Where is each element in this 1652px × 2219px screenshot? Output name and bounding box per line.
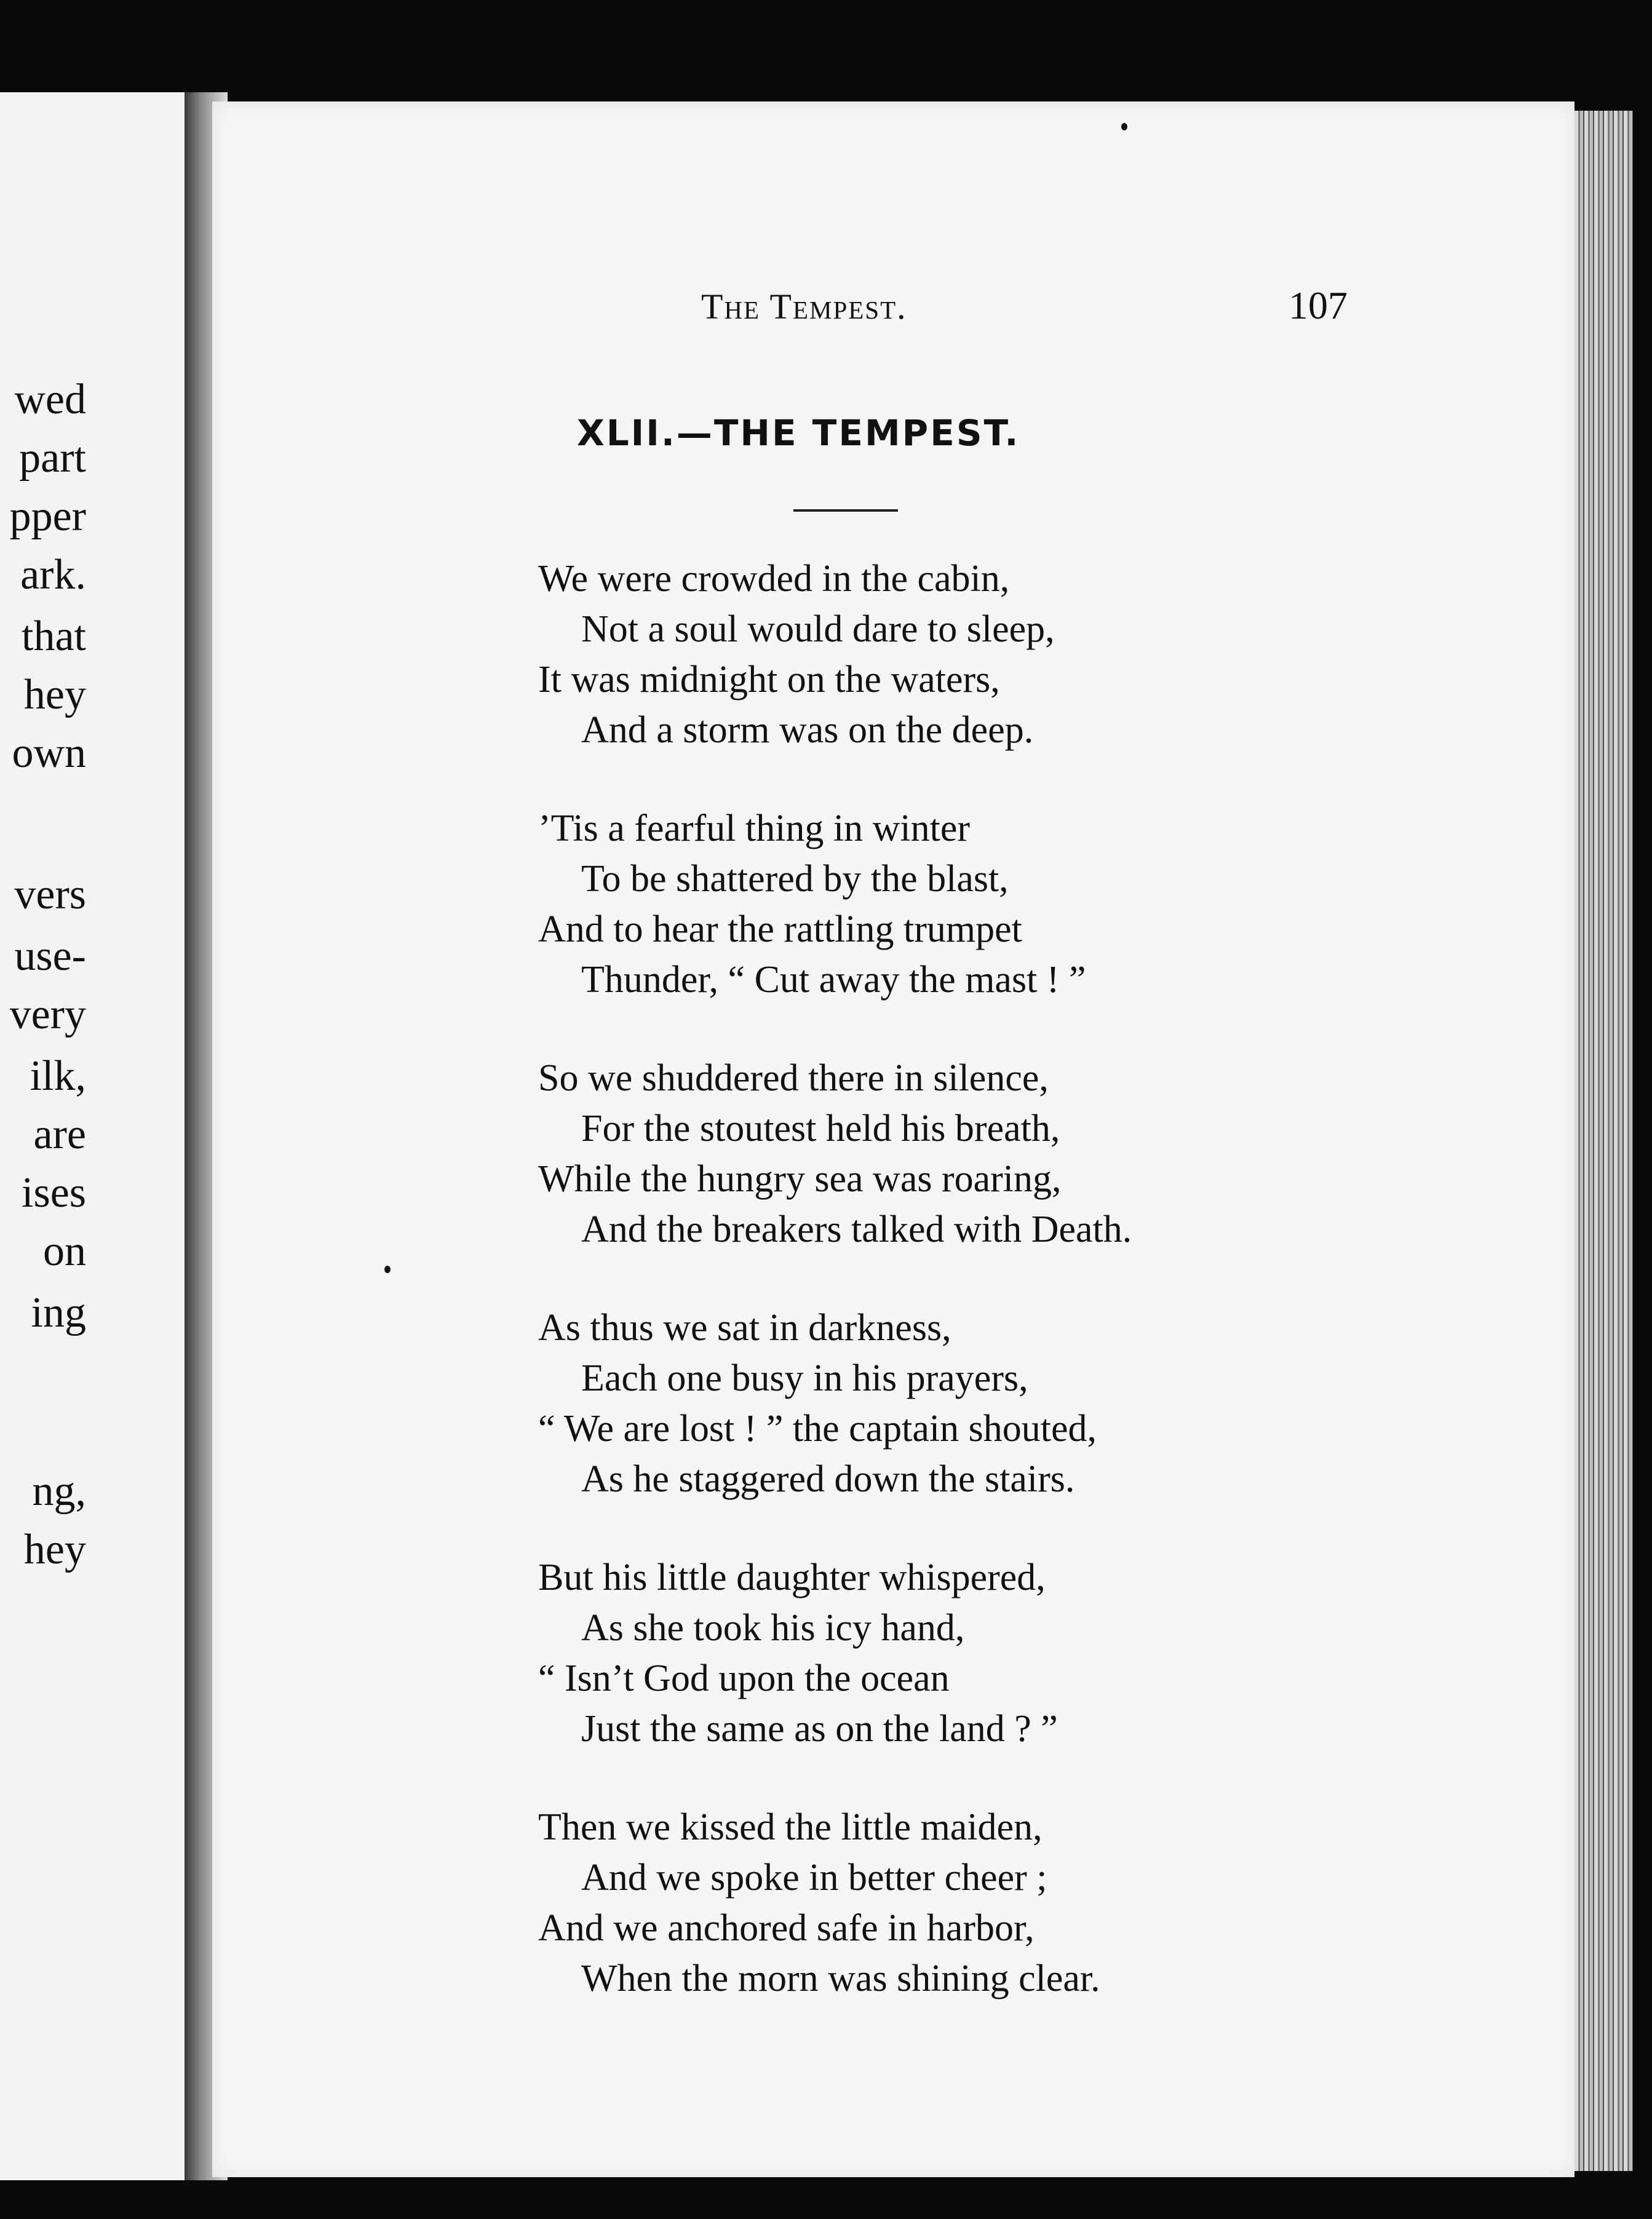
poem-line: Not a soul would dare to sleep, bbox=[581, 608, 1055, 650]
poem-line: “ Isn’t God upon the ocean bbox=[538, 1657, 950, 1699]
stanza bbox=[538, 1552, 1399, 1754]
page-number: 107 bbox=[1289, 284, 1348, 327]
stanza bbox=[538, 1053, 1399, 1255]
poem-line: And to hear the rattling trumpet bbox=[538, 908, 1022, 950]
poem-line: So we shuddered there in silence, bbox=[538, 1057, 1049, 1099]
left-page bbox=[0, 92, 207, 2180]
running-head: The Tempest. bbox=[701, 287, 907, 327]
left-page-text: ark. bbox=[20, 551, 86, 598]
left-page-text: wed bbox=[14, 376, 86, 423]
stanza bbox=[538, 803, 1399, 1005]
poem-line: “ We are lost ! ” the captain shouted, bbox=[538, 1408, 1097, 1450]
poem-line: As he staggered down the stairs. bbox=[581, 1458, 1075, 1500]
left-page-text: hey bbox=[23, 1526, 86, 1573]
poem-line: Each one busy in his prayers, bbox=[581, 1357, 1028, 1399]
stanza bbox=[538, 1802, 1399, 2004]
poem-line: ’Tis a fearful thing in winter bbox=[538, 808, 970, 849]
poem-line: To be shattered by the blast, bbox=[581, 858, 1009, 900]
ink-speck bbox=[1121, 123, 1127, 130]
left-page-text: that bbox=[22, 613, 86, 660]
left-page-text: ilk, bbox=[30, 1052, 86, 1100]
left-page-text: part bbox=[19, 434, 86, 482]
poem-line: Just the same as on the land ? ” bbox=[581, 1708, 1058, 1750]
left-page-text: ing bbox=[31, 1289, 86, 1336]
left-page-text: very bbox=[9, 991, 86, 1038]
stanza bbox=[538, 1303, 1399, 1504]
page-edges bbox=[1575, 111, 1633, 2171]
poem-line: Then we kissed the little maiden, bbox=[538, 1806, 1042, 1848]
poem-line: It was midnight on the waters, bbox=[538, 659, 1000, 701]
poem-line: For the stoutest held his breath, bbox=[581, 1108, 1060, 1149]
poem-line: Thunder, “ Cut away the mast ! ” bbox=[581, 959, 1086, 1001]
poem-title: XLII.—THE TEMPEST. bbox=[577, 412, 1020, 454]
left-page-text: are bbox=[33, 1111, 86, 1158]
left-page-text: vers bbox=[14, 871, 86, 918]
poem-line: And a storm was on the deep. bbox=[581, 709, 1034, 751]
left-page-text: ises bbox=[22, 1169, 86, 1217]
ink-speck bbox=[384, 1266, 391, 1273]
title-rule bbox=[793, 509, 898, 512]
poem-line: As thus we sat in darkness, bbox=[538, 1307, 951, 1349]
left-page-text: own bbox=[12, 729, 86, 777]
poem-line: When the morn was shining clear. bbox=[581, 1958, 1100, 1999]
poem-line: And we spoke in better cheer ; bbox=[581, 1857, 1047, 1899]
left-page-text: hey bbox=[23, 671, 86, 718]
poem-line: And the breakers talked with Death. bbox=[581, 1209, 1132, 1250]
poem-line: And we anchored safe in harbor, bbox=[538, 1907, 1034, 1949]
poem-line: We were crowded in the cabin, bbox=[538, 558, 1010, 600]
left-page-text: ng, bbox=[32, 1467, 86, 1515]
poem-line: As she took his icy hand, bbox=[581, 1607, 965, 1649]
left-page-text: pper bbox=[9, 493, 86, 540]
left-page-text: use- bbox=[14, 932, 86, 980]
poem-line: But his little daughter whispered, bbox=[538, 1557, 1046, 1598]
poem-line: While the hungry sea was roaring, bbox=[538, 1158, 1062, 1200]
poem bbox=[538, 554, 1399, 2052]
left-page-text: on bbox=[43, 1228, 86, 1275]
stanza bbox=[538, 554, 1399, 755]
